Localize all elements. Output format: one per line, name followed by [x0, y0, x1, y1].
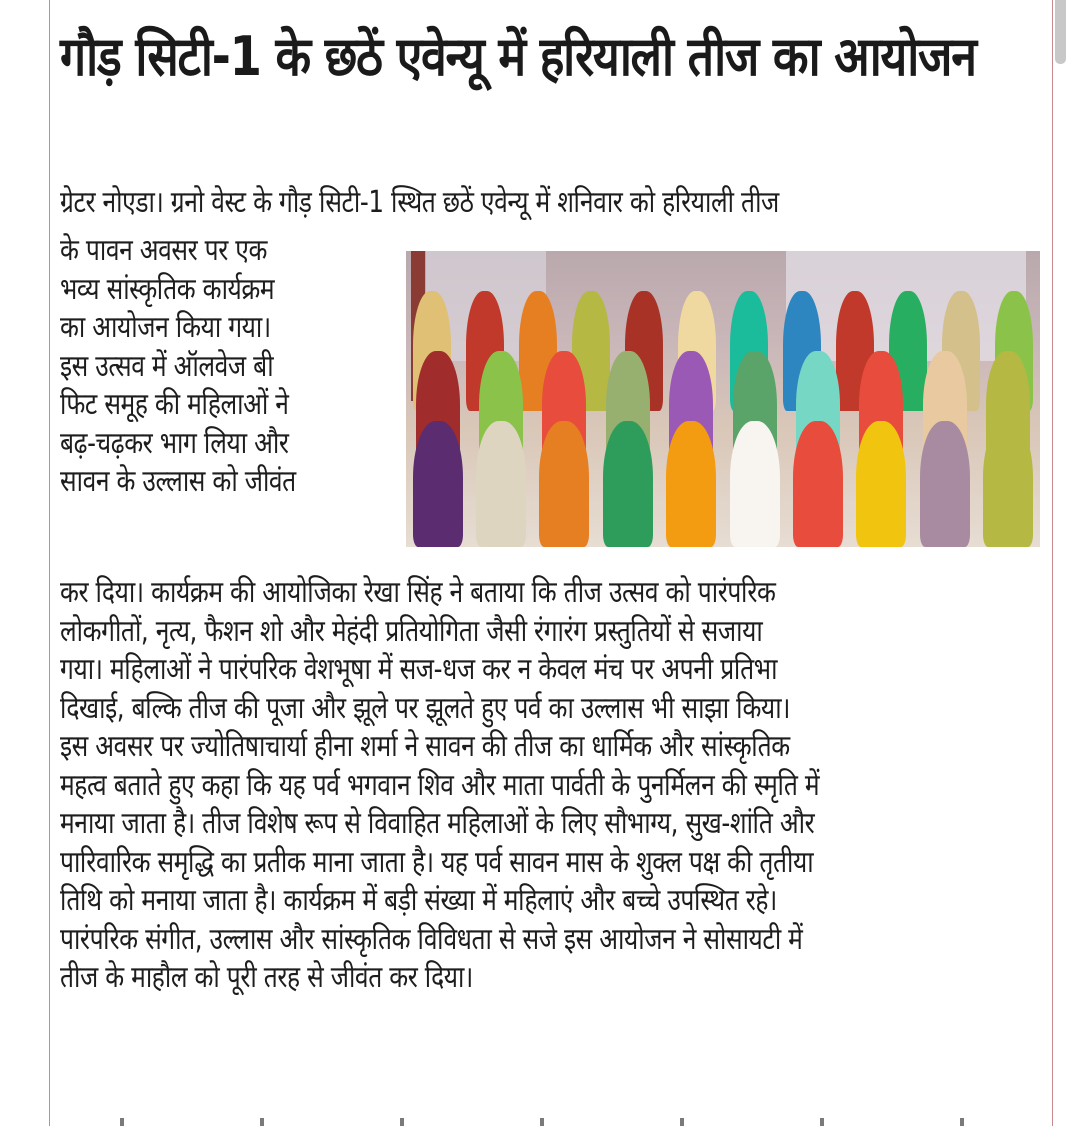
body-line: इस अवसर पर ज्योतिषाचार्या हीना शर्मा ने सावन की तीज का धार्मिक और सांस्कृतिक — [60, 729, 790, 764]
body-line: मनाया जाता है। तीज विशेष रूप से विवाहित महिलाओं के लिए सौभाग्य, सुख-शांति और — [60, 806, 815, 841]
intro-line: ग्रेटर नोएडा। ग्रनो वेस्ट के गौड़ सिटी-1 स्थित छठें एवेन्यू में शनिवार को हरियाली तीज — [60, 185, 779, 220]
scrollbar-thumb[interactable] — [1055, 0, 1066, 64]
right-column-rule — [1052, 0, 1053, 1126]
event-group-photo — [406, 251, 1040, 547]
column-line: भव्य सांस्कृतिक कार्यक्रम — [60, 271, 275, 307]
article-headline: गौड़ सिटी-1 के छठें एवेन्यू में हरियाली तीज का आयोजन — [60, 25, 976, 88]
body-line: तीज के माहौल को पूरी तरह से जीवंत कर दिया। — [60, 960, 473, 995]
column-line: इस उत्सव में ऑलवेज बी — [60, 348, 274, 384]
body-line: पारिवारिक समृद्धि का प्रतीक माना जाता है। यह पर्व सावन मास के शुक्ल पक्ष की तृतीया — [60, 844, 814, 880]
column-line: का आयोजन किया गया। — [60, 310, 271, 345]
body-line: महत्व बताते हुए कहा कि यह पर्व भगवान शिव और माता पार्वती के पुनर्मिलन की स्मृति में — [60, 767, 820, 803]
body-line: पारंपरिक संगीत, उल्लास और सांस्कृतिक विविधता से सजे इस आयोजन ने सोसायटी में — [60, 921, 803, 957]
left-column-rule — [49, 0, 50, 1126]
column-line: बढ़-चढ़कर भाग लिया और — [60, 425, 289, 461]
next-line-cropped — [60, 1118, 1020, 1126]
body-line: तिथि को मनाया जाता है। कार्यक्रम में बड़ी संख्या में महिलाएं और बच्चे उपस्थित रहे। — [60, 883, 777, 918]
column-line: सावन के उल्लास को जीवंत — [60, 464, 296, 499]
body-line: लोकगीतों, नृत्य, फैशन शो और मेहंदी प्रतियोगिता जैसी रंगारंग प्रस्तुतियों से सजाया — [60, 613, 763, 649]
article-body — [60, 574, 986, 998]
article-intro — [60, 184, 937, 223]
column-line: के पावन अवसर पर एक — [60, 233, 267, 268]
body-line: कर दिया। कार्यक्रम की आयोजिका रेखा सिंह ने बताया कि तीज उत्सव को पारंपरिक — [60, 575, 776, 610]
narrow-column-text — [60, 232, 348, 502]
news-article — [60, 22, 1045, 92]
body-line: दिखाई, बल्कि तीज की पूजा और झूले पर झूलते हुए पर्व का उल्लास भी साझा किया। — [60, 690, 791, 726]
column-line: फिट समूह की महिलाओं ने — [60, 387, 289, 422]
body-line: गया। महिलाओं ने पारंपरिक वेशभूषा में सज-धज कर न केवल मंच पर अपनी प्रतिभा — [60, 652, 778, 687]
